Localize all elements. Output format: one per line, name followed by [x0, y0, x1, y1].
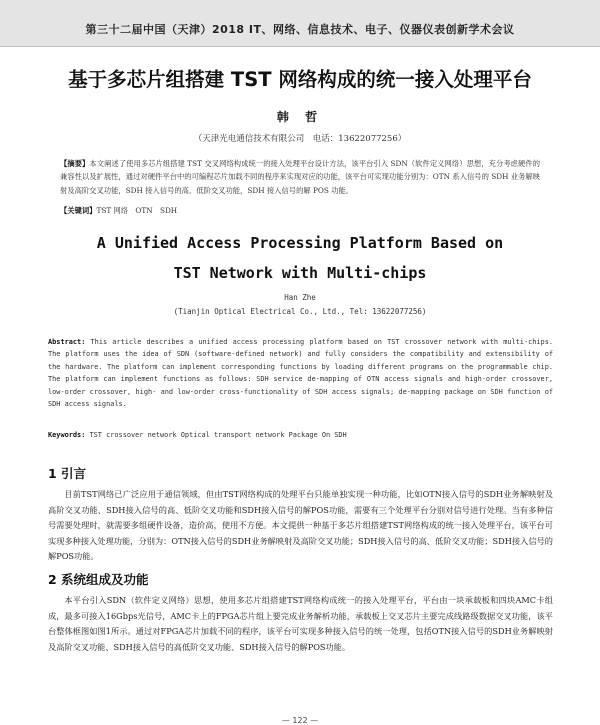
section-body-system: 本平台引入SDN（软件定义网络）思想，使用多芯片组搭建TST网络构成统一的接入处理平台，平台由一块承载板和四块AMC卡组成，最多可接入16Gbps光信号，AMC卡上的FPGA芯片组上要完成业务解析功能，承载板上交叉芯片主要完成线路级数据交叉功能，该平台整体框图如图1所示。通过对FPGA芯片加载不同的程序，该平台可实现多种接入信号的统一处理，包括OTN接入信号的SDH业务解映射及高阶交叉功能、SDH接入信号的高低阶交叉功能、SDH接入信号的解POS功能。: [48, 595, 553, 652]
keywords-en-text: TST crossover network Optical transport network Package On SDH: [89, 431, 347, 439]
abstract-en-label: Abstract:: [48, 338, 86, 346]
paper-title-en-line2: TST Network with Multi-chips: [173, 264, 427, 282]
section-heading-system: 2 系统组成及功能: [48, 572, 149, 587]
running-header: 第三十二届中国（天津）2018 IT、网络、信息技术、电子、仪器仪表创新学术会议: [85, 23, 515, 36]
paper-title-cn: 基于多芯片组搭建 TST 网络构成的统一接入处理平台: [68, 68, 532, 91]
author-en: Han Zhe: [284, 293, 316, 302]
abstract-en: [48, 336, 553, 410]
affiliation-en: (Tianjin Optical Electrical Co., Ltd., Tel: 13622077256): [173, 307, 427, 316]
keywords-cn: [60, 204, 540, 217]
section-body-introduction: 目前TST网络已广泛应用于通信领域，但由TST网络构成的处理平台只能单独实现一种功能，比如OTN接入信号的SDH业务解映射及高阶交叉功能、SDH接入信号的高、低阶交叉功能和SDH接入信号的解POS功能，需要有三个处理平台分别对信号进行处理。当有多种信号需要处理时，就需要多组硬件设备，造价高，使用不方便。本文提供一种基于多芯片组搭建TST网络构成的统一接入处理平台，该平台可实现多种接入处理功能，分别为：OTN接入信号的SDH业务解映射及高阶交叉功能；SDH接入信号的高、低阶交叉功能；SDH接入信号的解POS功能。: [48, 489, 553, 562]
abstract-en-text: This article describes a unified access processing platform based on TST crossover network with multi-chips. The platform uses the idea of SDN (software-defined network) and fully considers the compatibility and extensibility of the hardware. The platform can implement corresponding functions by loading different programs on the programmable chip. The platform can implement functions as follows: SDH service de-mapping of OTN access signals and high-order crossover, low-order crossover, high- and low-order cross-functionality of SDH access signals; de-mapping package on SDH function of SDH access signals.: [48, 338, 553, 409]
affiliation-cn: （天津光电通信技术有限公司 电话：13622077256）: [193, 134, 407, 144]
keywords-cn-text: TST 网络 OTN SDH: [96, 206, 178, 215]
keywords-cn-label: 【关键词】: [60, 206, 97, 215]
running-header-bar: [0, 0, 600, 47]
abstract-cn-text: 本文阐述了使用多芯片组搭建 TST 交叉网络构成统一的接入处理平台设计方法，该平台引入 SDN（软件定义网络）思想，充分考虑硬件的兼容性以及扩展性，通过对硬件平台中的可编程芯片加载不同的程序来实现对应的功能，该平台可实现功能分别为：OTN 系入信号的 SDH 业务解映射及高阶交叉功能，SDH 接入信号的高、低阶交叉功能，SDH 接入信号的解 POS 功能。: [60, 159, 541, 195]
keywords-en-label: Keywords:: [48, 431, 86, 439]
paper-title-en-line1: A Unified Access Processing Platform Based on: [96, 234, 504, 252]
section-heading-introduction: 1 引言: [48, 466, 87, 481]
keywords-en: [48, 431, 553, 439]
page-number: — 122 —: [281, 716, 319, 725]
author-cn: 韩 哲: [276, 110, 324, 124]
abstract-cn-label: 【摘要】: [60, 159, 90, 168]
abstract-cn: [60, 157, 540, 197]
